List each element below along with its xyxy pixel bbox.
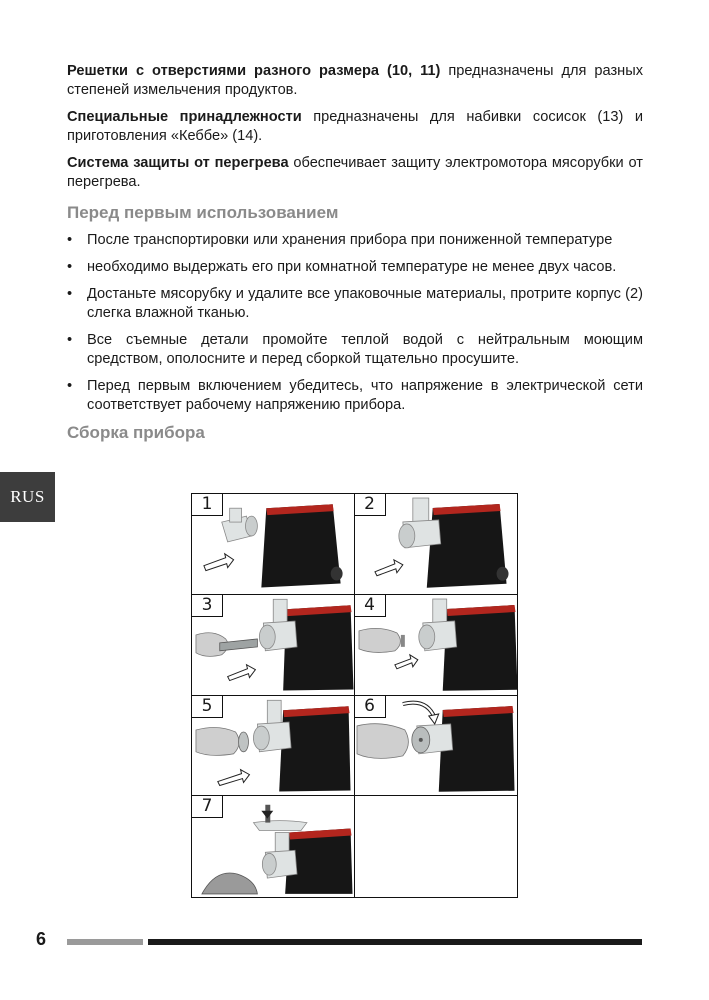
assembly-step-4 bbox=[355, 595, 518, 696]
bullet-marker: • bbox=[67, 232, 73, 248]
footer-bar-gray bbox=[67, 939, 143, 945]
list-item-text: Достаньте мясорубку и удалите все упаковочные материалы, протрите корпус (2) слегка влажной тканью. bbox=[87, 286, 643, 321]
paragraph-overheat bbox=[67, 154, 643, 192]
bullet-marker: • bbox=[67, 378, 73, 394]
list-item bbox=[67, 377, 643, 415]
list-item-text: После транспортировки или хранения прибора при пониженной температуре bbox=[87, 232, 613, 248]
page-content bbox=[67, 62, 643, 451]
bullet-list bbox=[67, 231, 643, 415]
list-item-text: необходимо выдержать его при комнатной температуре не менее двух часов. bbox=[87, 259, 617, 275]
footer-bar-black bbox=[148, 939, 642, 945]
step-number: 3 bbox=[192, 595, 223, 617]
section-heading-assembly: Сборка прибора bbox=[67, 423, 205, 442]
list-item bbox=[67, 231, 643, 250]
assembly-step-3 bbox=[192, 595, 355, 696]
paragraph-term: Решетки с отверстиями разного размера (10, 11) bbox=[67, 63, 441, 79]
assembly-diagram-grid bbox=[191, 493, 518, 898]
page-number: 6 bbox=[36, 929, 47, 949]
list-item-text: Перед первым включением убедитесь, что напряжение в электрической сети соответствует рабочему напряжению прибора. bbox=[87, 378, 643, 413]
section-heading-before-first-use: Перед первым использованием bbox=[67, 203, 339, 222]
step-number: 6 bbox=[355, 696, 386, 718]
bullet-marker: • bbox=[67, 259, 73, 275]
paragraph-term: Специальные принадлежности bbox=[67, 109, 302, 125]
step-number: 4 bbox=[355, 595, 386, 617]
empty-cell bbox=[355, 796, 518, 897]
list-item bbox=[67, 258, 643, 277]
paragraph-grilles bbox=[67, 62, 643, 100]
list-item bbox=[67, 285, 643, 323]
assembly-step-2 bbox=[355, 494, 518, 595]
bullet-marker: • bbox=[67, 332, 73, 348]
list-item bbox=[67, 331, 643, 369]
list-item-text: Все съемные детали промойте теплой водой с нейтральным моющим средством, ополосните и перед сборкой тщательно просушите. bbox=[87, 332, 643, 367]
paragraph-term: Система защиты от перегрева bbox=[67, 155, 289, 171]
bullet-marker: • bbox=[67, 286, 73, 302]
paragraph-text: предназначены для разных степеней измельчения продуктов. bbox=[67, 63, 643, 98]
paragraph-text: предназначены для набивки сосисок (13) и приготовления «Кеббе» (14). bbox=[67, 109, 643, 144]
paragraph-accessories bbox=[67, 108, 643, 146]
step-number: 2 bbox=[355, 494, 386, 516]
step-number: 1 bbox=[192, 494, 223, 516]
assembly-step-1 bbox=[192, 494, 355, 595]
assembly-step-6 bbox=[355, 696, 518, 797]
step-number: 7 bbox=[192, 796, 223, 818]
paragraph-text: обеспечивает защиту электромотора мясорубки от перегрева. bbox=[67, 155, 643, 190]
step-number: 5 bbox=[192, 696, 223, 718]
assembly-step-5 bbox=[192, 696, 355, 797]
assembly-step-7 bbox=[192, 796, 355, 897]
language-tab: RUS bbox=[0, 472, 55, 522]
